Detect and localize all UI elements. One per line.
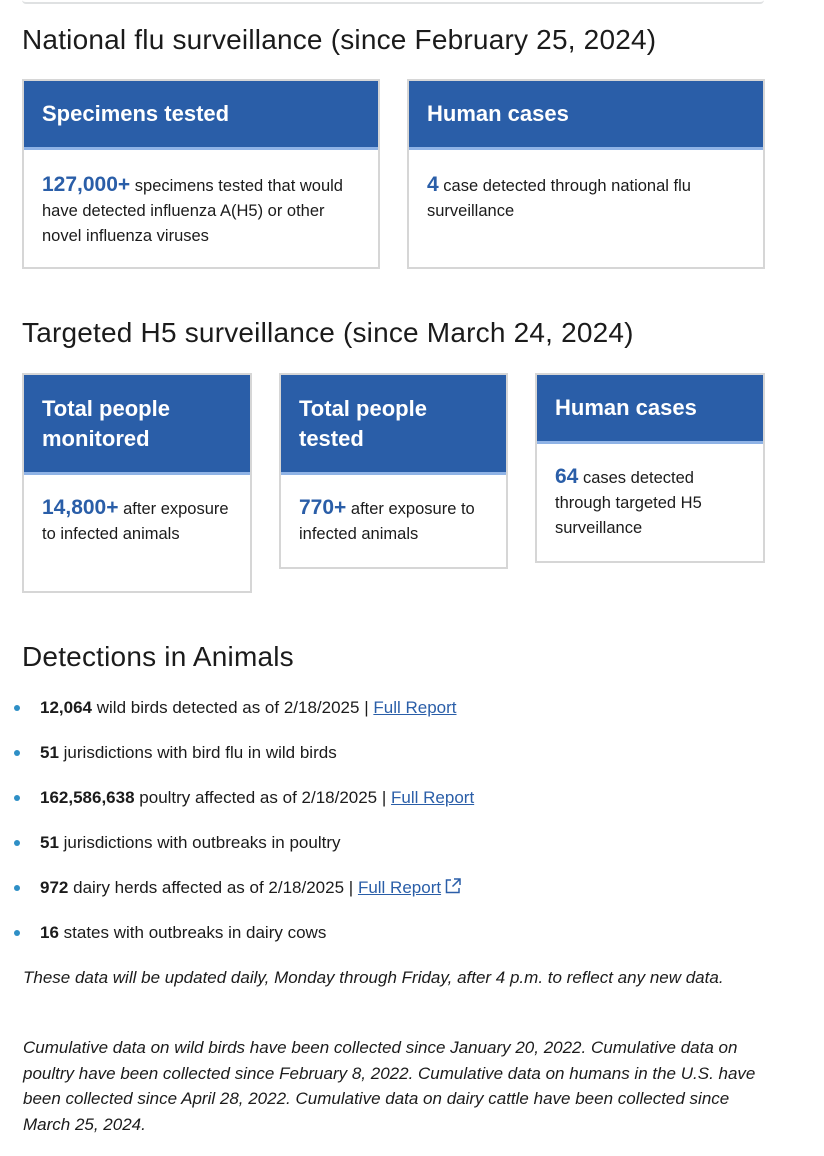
list-item [14,780,474,825]
item-value: 51 [40,833,59,852]
bullet-icon [14,840,20,846]
item-text: wild birds detected as of 2/18/2025 [96,698,360,717]
bullet-icon [14,930,20,936]
animals-section-title: Detections in Animals [22,641,294,672]
item-value: 162,586,638 [40,788,135,807]
card-body [24,150,378,249]
cumulative-data-note: Cumulative data on wild birds have been collected since January 20, 2022. Cumulative data on poultry have been collected since February 8, 2022. Cumulative data on humans in the U.S. have been collected since April 28, 2022. Cumulative data on dairy cattle have been collected since March 25, 2024. [23,1038,756,1134]
national-section-title: National flu surveillance (since February 25, 2024) [22,24,657,55]
top-divider [22,0,764,4]
targeted-section-title: Targeted H5 surveillance (since March 24, 2024) [22,317,634,348]
card-body [409,150,763,224]
wild-birds-full-report-link[interactable]: Full Report [373,698,457,717]
separator: | [348,878,354,897]
update-note: These data will be updated daily, Monday through Friday, after 4 p.m. to reflect any new data. [23,968,724,987]
list-item [14,735,474,780]
stat-value: 14,800+ [42,496,119,519]
item-value: 51 [40,743,59,762]
card-body [537,444,763,541]
animal-detections-list [14,690,474,960]
card-header: Total people monitored [24,375,250,475]
item-text: states with outbreaks in dairy cows [63,923,327,942]
item-text: jurisdictions with outbreaks in poultry [63,833,341,852]
item-value: 12,064 [40,698,92,717]
dairy-full-report-link[interactable]: Full Report [357,878,442,897]
list-item [14,690,474,735]
item-text: dairy herds affected as of 2/18/2025 [73,878,345,897]
item-text: poultry affected as of 2/18/2025 [139,788,378,807]
card-body [281,475,506,547]
bullet-icon [14,705,20,711]
stat-value: 127,000+ [42,173,131,196]
stat-value: 770+ [299,496,347,519]
people-monitored-card [22,373,252,593]
stat-description: specimens tested that would have detected influenza A(H5) or other novel influenza viruses [42,177,343,245]
bullet-icon [14,795,20,801]
list-item [14,825,474,870]
item-value: 16 [40,923,59,942]
stat-value: 64 [555,465,579,488]
national-human-cases-card [407,79,765,269]
bullet-icon [14,750,20,756]
separator: | [364,698,369,717]
external-link-icon[interactable] [444,872,462,908]
card-header: Total people tested [281,375,506,475]
card-header: Specimens tested [24,81,378,150]
people-tested-card [279,373,508,569]
stat-description: after exposure to infected animals [299,500,475,543]
stat-value: 4 [427,173,439,196]
stat-description: after exposure to infected animals [42,500,229,543]
card-header: Human cases [409,81,763,150]
targeted-human-cases-card [535,373,765,563]
item-text: jurisdictions with bird flu in wild birds [63,743,337,762]
stat-description: cases detected through targeted H5 surveillance [555,469,702,537]
list-item [14,915,474,960]
list-item [14,870,474,915]
stat-description: case detected through national flu surveillance [427,177,691,220]
card-body [24,475,250,547]
specimens-tested-card [22,79,380,269]
poultry-full-report-link[interactable]: Full Report [391,788,475,807]
bullet-icon [14,885,20,891]
item-value: 972 [40,878,69,897]
separator: | [381,788,387,807]
card-header: Human cases [537,375,763,444]
